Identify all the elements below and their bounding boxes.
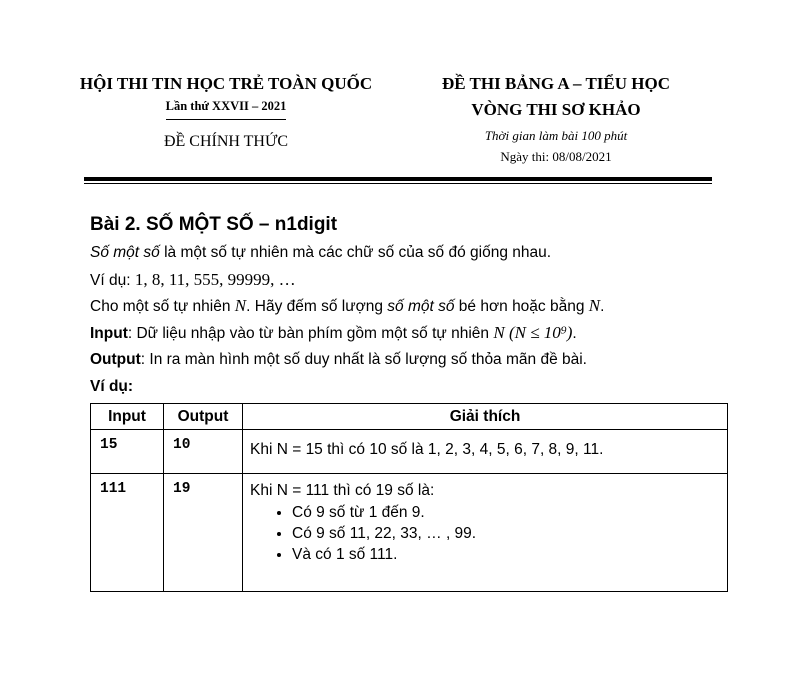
task-variable: N [234, 296, 247, 315]
task-text-1: Cho một số tự nhiên [90, 298, 235, 315]
exam-round: VÒNG THI SƠ KHẢO [471, 100, 641, 119]
time-limit: Thời gian làm bài 100 phút [484, 128, 628, 143]
explanation-list [250, 504, 727, 564]
row-explanation: Khi N = 15 thì có 10 số là 1, 2, 3, 4, 5, 6, 7, 8, 9, 11. [243, 430, 728, 474]
task-term: số một số [387, 298, 455, 315]
table-header-row [91, 404, 728, 430]
example-line [90, 270, 296, 290]
example-values: 1, 8, 11, 555, 99999, … [134, 270, 296, 289]
task-text-3: bé hơn hoặc bằng [454, 298, 589, 315]
input-text: : Dữ liệu nhập vào từ bàn phím gồm một số tự nhiên [127, 325, 494, 342]
exam-title: ĐỀ THI BẢNG A – TIỂU HỌC [442, 74, 670, 93]
table-row [91, 430, 728, 474]
header-right [420, 74, 692, 165]
task-line [90, 296, 604, 316]
input-label: Input [90, 325, 128, 342]
official-label: ĐỀ CHÍNH THỨC [163, 133, 289, 150]
definition-text: là một số tự nhiên mà các chữ số của số đó giống nhau. [159, 244, 552, 261]
header-explanation: Giải thích [243, 404, 728, 430]
output-text: : In ra màn hình một số duy nhất là số lượng số thỏa mãn đề bài. [140, 351, 587, 368]
row-output: 10 [164, 430, 243, 474]
example-prefix: Ví dụ: [90, 272, 135, 289]
header-divider [84, 177, 712, 181]
list-item: • Và có 1 số 111. [292, 546, 727, 564]
exam-date: Ngày thi: 08/08/2021 [500, 149, 612, 164]
header-output: Output [164, 404, 243, 430]
row-output: 19 [164, 474, 243, 592]
edition-label: Lần thứ XXVII – 2021 [166, 99, 287, 120]
input-constraint: (N ≤ 10⁹) [508, 323, 573, 342]
header-input: Input [91, 404, 164, 430]
output-line [90, 351, 587, 369]
input-end: . [572, 325, 577, 342]
row-input: 15 [91, 430, 164, 474]
list-item: • Có 9 số 11, 22, 33, … , 99. [292, 525, 727, 543]
task-text-4: . [600, 298, 605, 315]
row-explanation-cell [243, 474, 728, 592]
definition-term: Số một số [90, 244, 160, 261]
input-variable: N [493, 323, 505, 342]
definition-line [90, 244, 551, 262]
row-explanation: Khi N = 111 thì có 19 số là: [250, 482, 435, 499]
input-line [90, 323, 577, 343]
task-text-2: . Hãy đếm số lượng [246, 298, 388, 315]
examples-table [90, 403, 728, 592]
header-left [70, 74, 382, 151]
output-label: Output [90, 351, 141, 368]
task-variable-2: N [588, 296, 601, 315]
header-divider-thin [84, 183, 712, 184]
organization-name: HỘI THI TIN HỌC TRẺ TOÀN QUỐC [79, 74, 373, 93]
examples-label: Ví dụ: [90, 378, 134, 395]
table-row [91, 474, 728, 592]
row-input: 111 [91, 474, 164, 592]
list-item: • Có 9 số từ 1 đến 9. [292, 504, 727, 522]
problem-title: Bài 2. SỐ MỘT SỐ – n1digit [90, 214, 338, 235]
